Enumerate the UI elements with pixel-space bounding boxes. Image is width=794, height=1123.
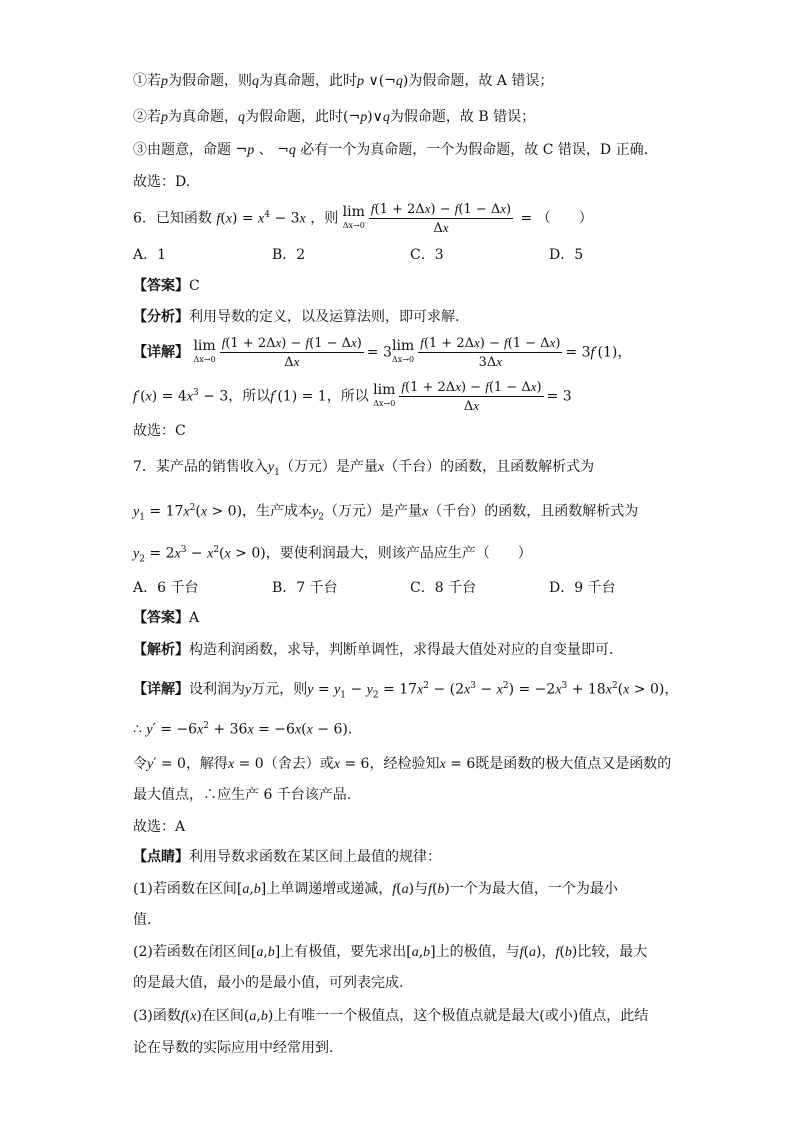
q7-detail-line-1: 【详解】设利润为y万元，则$y = y_1 - y_2 = 17x^2 - (2x^3 - x^2) = -2x^3 + 18x^2(x > 0)$， (133, 681, 679, 701)
text: （千台）的函数，且函数解析式为 (428, 503, 639, 520)
q7-analysis (133, 640, 613, 660)
q7-answer (133, 608, 199, 628)
q7-rule-1-cont: 值. (133, 912, 152, 928)
text: 、 (258, 142, 273, 158)
q7-option-b: B．7 千台 (272, 580, 338, 596)
q7-detail-line-4: 最大值点，∴应生产 6 千台该产品. (133, 787, 352, 803)
text: (2)若函数在闭区间 (133, 944, 251, 960)
text: 为真命题，此时 (259, 73, 357, 89)
q7-option-c: C．8 千台 (410, 580, 477, 596)
text: 在区间 (201, 1008, 244, 1024)
q7-stem-1: 7．某产品的销售收入$y_1$（万元）是产量x（千台）的函数，且函数解析式为 (133, 459, 595, 478)
q7-rule-3: (3)函数f(x)在区间(a,b)上有唯一一个极值点，这个极值点就是最大(或小)值点，此结 (133, 1008, 649, 1024)
text: ，所以 (326, 388, 369, 405)
text: 为真命题， (168, 109, 238, 125)
text: （万元）是产量 (279, 459, 378, 475)
text: （ ） (536, 210, 593, 227)
q7-rule-2: (2)若函数在闭区间[a,b]上有极值，要先求出[a,b]上的极值，与f(a)，f(b)比较，最大 (133, 944, 648, 960)
q6-detail-line-2: $f'(x) = 4x^3 - 3$，所以f′(1) = 1，所以 lim Δx→0 $\frac{f(1 + 2\Delta x) - f(1 - \Delta x)}{\Delta x}$ = 3 (133, 379, 572, 414)
text: ②若 (133, 109, 161, 125)
q7-rule-2-cont: 的是最大值，最小的是最小值，可列表完成. (133, 975, 404, 991)
q6-option-d: D．5 (549, 247, 584, 263)
q6-detail-line-1: 【详解】 lim Δx→0 $\frac{f(1 + 2\Delta x) - f(1 - \Delta x)}{\Delta x}$ = 3 lim Δx→0 $\frac{f(1 + 2\Delta x) - f(1 - \Delta x)}{3\Delta x}$ = 3f′(1)， (133, 335, 632, 370)
q7-stem-2: $y_1 = 17x^2(x > 0)$，生产成本$y_2$（万元）是产量x（千台）的函数，且函数解析式为 (133, 503, 639, 523)
text: ， (541, 944, 556, 960)
text: 上有极值，要先求出 (280, 944, 407, 960)
text: 一个为最大值，一个为最小 (449, 881, 618, 897)
q7-rule-1: (1)若函数在区间[a,b]上单调递增或递减，f(a)与f(b)一个为最大值，一个为最小 (133, 881, 618, 897)
analysis-tag: 【分析】 (133, 309, 189, 325)
answer-value: C (189, 278, 200, 294)
text: ③由题意，命题 (133, 142, 231, 158)
text: 令 (133, 756, 147, 772)
text: 既是函数的极大值点又是函数的 (475, 756, 672, 772)
text: 为假命题，故 B 错误； (389, 109, 536, 125)
text: 设利润为 (189, 681, 245, 698)
text: ，解得 (185, 756, 228, 772)
q7-tip (133, 847, 441, 867)
q7-detail-line-3: 令y′ = 0，解得x = 0（舍去）或x = 6，经检验知x = 6既是函数的极大值点又是函数的 (133, 756, 672, 772)
text: 上的极值，与 (435, 944, 520, 960)
answer-value: A (189, 610, 200, 626)
text: 为假命题，故 A 错误； (408, 73, 554, 89)
analysis-tag: 【解析】 (133, 642, 189, 658)
text: 必有一个为真命题，一个为假命题，故 C 错误，D 正确. (300, 142, 649, 158)
q6-analysis (133, 307, 459, 327)
prev-answer: 故选：D. (133, 174, 191, 190)
text: (1)若函数在区间 (133, 881, 237, 897)
text: 与 (414, 881, 429, 897)
text: （万元）是产量 (324, 503, 422, 520)
text: ①若 (133, 73, 161, 89)
prev-line-1: ①若p为假命题，则q为真命题，此时p ∨(¬q)为假命题，故 A 错误； (133, 73, 554, 89)
text: ，所以 (228, 388, 271, 405)
text: （舍去）或 (263, 756, 334, 772)
text: 万元，则 (251, 681, 308, 698)
text: ，生产成本 (242, 503, 313, 520)
q6-option-a: A．1 (133, 247, 167, 263)
tip-text: 利用导数求函数在某区间上最值的规律： (189, 849, 441, 865)
text: 6．已知函数 (133, 210, 212, 227)
text: 为假命题，此时 (245, 109, 343, 125)
text: (3)函数 (133, 1008, 181, 1024)
q7-detail-line-2: ∴ $y' = -6x^2 + 36x = -6x(x - 6)$. (133, 721, 353, 738)
answer-tag: 【答案】 (133, 278, 189, 294)
q6-answer (133, 276, 200, 296)
tip-tag: 【点睛】 (133, 849, 189, 865)
answer-tag: 【答案】 (133, 610, 189, 626)
q6-final: 故选：C (133, 423, 186, 439)
q6-stem: 6．已知函数 $f(x) = x^4 - 3x$ ，则 lim Δx→0 $\frac{f(1 + 2\Delta x) - f(1 - \Delta x)}{\Delta x}$ = （ ） (133, 201, 593, 236)
q7-option-a: A．6 千台 (133, 580, 199, 596)
prev-line-3: ③由题意，命题 ¬p 、 ¬q 必有一个为真命题，一个为假命题，故 C 错误，D 正确. (133, 142, 649, 158)
text: 7．某产品的销售收入 (133, 459, 268, 475)
text: ，经检验知 (369, 756, 440, 772)
text: 上单调递增或递减， (266, 881, 393, 897)
q7-option-d: D．9 千台 (549, 580, 616, 596)
prev-line-2: ②若p为真命题，q为假命题，此时(¬p)∨q为假命题，故 B 错误； (133, 109, 536, 125)
text: ，则 (310, 210, 339, 227)
analysis-text: 利用导数的定义，以及运算法则，即可求解. (189, 309, 460, 325)
analysis-text: 构造利润函数，求导，判断单调性，求得最大值处对应的自变量即可. (189, 642, 614, 658)
detail-tag: 【详解】 (133, 344, 189, 361)
q7-rule-3-cont: 论在导数的实际应用中经常用到. (133, 1040, 334, 1056)
text: 为假命题，则 (168, 73, 252, 89)
q6-option-b: B．2 (272, 247, 306, 263)
text: （千台）的函数，且函数解析式为 (384, 459, 595, 475)
text: 比较，最大 (577, 944, 648, 960)
text: 上有唯一一个极值点，这个极值点就是最大(或小)值点，此结 (273, 1008, 649, 1024)
q6-option-c: C．3 (410, 247, 444, 263)
detail-tag: 【详解】 (133, 681, 189, 698)
q7-final: 故选：A (133, 819, 186, 835)
q7-stem-3: $y_2 = 2x^3 - x^2(x > 0)$，要使利润最大，则该产品应生产（ ） (133, 545, 532, 565)
text: ，要使利润最大，则该产品应生产（ ） (265, 545, 532, 562)
